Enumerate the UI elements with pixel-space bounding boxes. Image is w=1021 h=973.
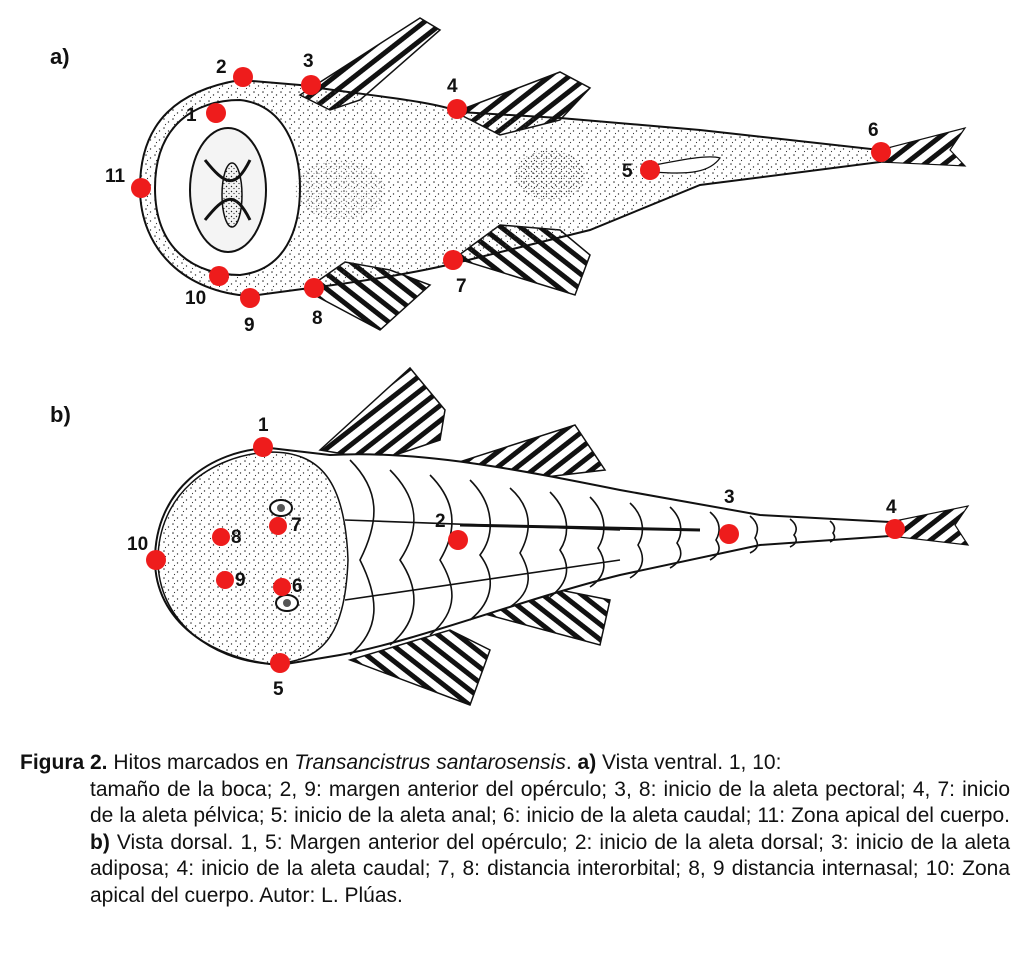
figure-caption bbox=[20, 750, 1010, 909]
caption-text-b: Vista dorsal. 1, 5: Margen anterior del opérculo; 2: inicio de la aleta dorsal; 3: inicio de la aleta adiposa; 4: inicio de la aleta caudal; 7, 8: distancia interorbital; 8, 9 distancia internasal; 10: Zona apical del cuerpo. Autor: L. Plúas. bbox=[90, 830, 1010, 907]
caption-text-a-rest: tamaño de la boca; 2, 9: margen anterior del opérculo; 3, 8: inicio de la aleta pectoral; 4, 7: inicio de la aleta pélvica; 5: inicio de la aleta anal; 6: inicio de la aleta caudal; 11: Zona apical del cuerpo. bbox=[90, 777, 1010, 827]
lm-a3: 3 bbox=[303, 51, 314, 72]
panel-b-label: b) bbox=[50, 402, 71, 427]
lm-a2: 2 bbox=[216, 57, 227, 78]
caption-label-a: a) bbox=[577, 751, 597, 774]
caption-label-b: b) bbox=[90, 830, 110, 854]
landmark-b1 bbox=[253, 437, 273, 457]
lm-b1: 1 bbox=[258, 415, 269, 436]
landmark-a3 bbox=[301, 75, 321, 95]
lm-a8: 8 bbox=[312, 308, 323, 329]
caption-figure-label: Figura 2. bbox=[20, 751, 108, 774]
lm-b3: 3 bbox=[724, 487, 735, 508]
caption-text-a-line1: Vista ventral. 1, 10: bbox=[596, 751, 782, 774]
dorsal-fin bbox=[320, 368, 445, 460]
lm-b6: 6 bbox=[292, 576, 303, 597]
landmark-a8 bbox=[304, 278, 324, 298]
landmark-b3 bbox=[719, 524, 739, 544]
landmark-b2 bbox=[448, 530, 468, 550]
lm-b8: 8 bbox=[231, 527, 242, 548]
lm-b7: 7 bbox=[291, 515, 302, 536]
lm-a6: 6 bbox=[868, 120, 879, 141]
landmark-b9 bbox=[216, 571, 234, 589]
lm-b10: 10 bbox=[127, 534, 149, 555]
lm-a5: 5 bbox=[622, 161, 633, 182]
lm-a7: 7 bbox=[456, 276, 467, 297]
landmark-a4 bbox=[447, 99, 467, 119]
lm-b5: 5 bbox=[273, 679, 284, 700]
landmark-a7 bbox=[443, 250, 463, 270]
lm-b4: 4 bbox=[886, 497, 897, 518]
landmark-a11 bbox=[131, 178, 151, 198]
landmark-b7 bbox=[269, 517, 287, 535]
panel-a-label: a) bbox=[50, 44, 70, 69]
lm-a11: 11 bbox=[105, 166, 126, 187]
landmark-a10 bbox=[209, 266, 229, 286]
lm-a4: 4 bbox=[447, 76, 458, 97]
landmark-a9 bbox=[240, 288, 260, 308]
lm-a10: 10 bbox=[185, 288, 207, 309]
landmark-b8 bbox=[212, 528, 230, 546]
landmark-b5 bbox=[270, 653, 290, 673]
landmark-a5 bbox=[640, 160, 660, 180]
landmark-b10 bbox=[146, 550, 166, 570]
panel-b-drawing bbox=[127, 368, 968, 705]
lm-a1: 1 bbox=[186, 105, 197, 126]
landmark-a1 bbox=[206, 103, 226, 123]
landmark-b6 bbox=[273, 578, 291, 596]
panel-a-drawing bbox=[105, 18, 965, 336]
lm-b9: 9 bbox=[235, 570, 246, 591]
caption-text-1: Hitos marcados en bbox=[107, 751, 295, 774]
caudal-fin-a bbox=[880, 128, 965, 166]
caption-species: Transancistrus santarosensis bbox=[294, 751, 566, 774]
landmark-a6 bbox=[871, 142, 891, 162]
lm-b2: 2 bbox=[435, 511, 446, 532]
landmark-b4 bbox=[885, 519, 905, 539]
caption-text-2: . bbox=[565, 751, 578, 774]
lm-a9: 9 bbox=[244, 315, 255, 336]
landmark-a2 bbox=[233, 67, 253, 87]
